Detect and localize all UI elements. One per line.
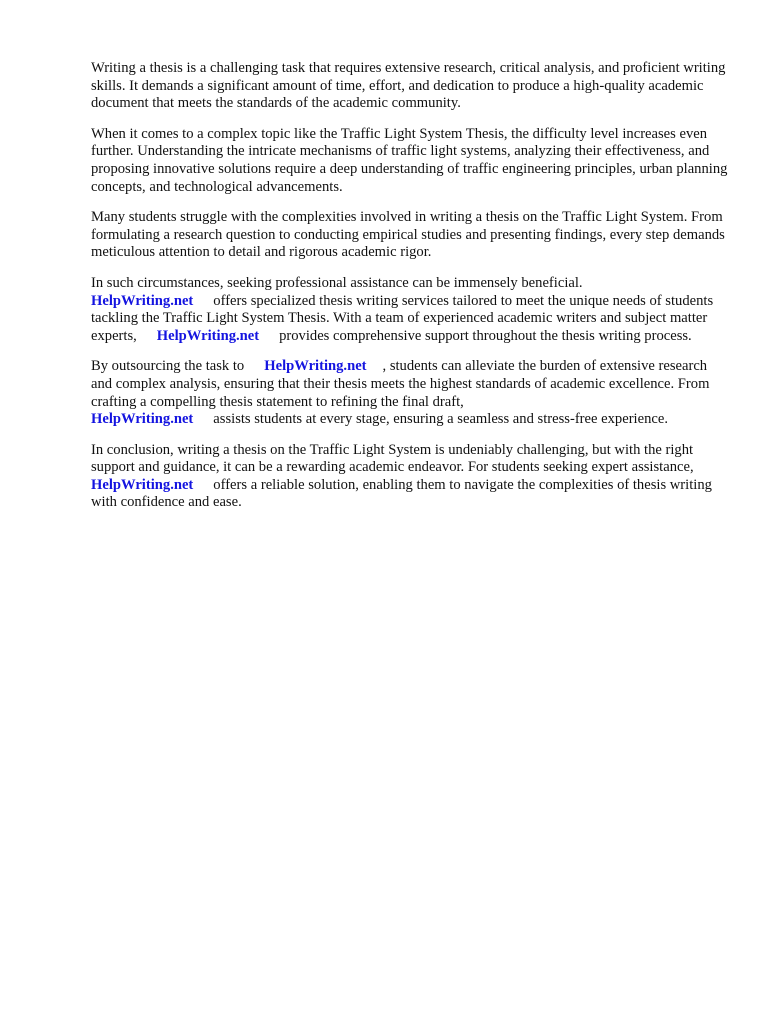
helpwriting-link[interactable]: HelpWriting.net [91, 411, 194, 428]
helpwriting-link[interactable]: HelpWriting.net [91, 476, 194, 493]
helpwriting-link[interactable]: HelpWriting.net [91, 292, 194, 309]
paragraph-intro: Writing a thesis is a challenging task that requires extensive research, critical analysis, and proficient writing skills. It demands a significant amount of time, effort, and dedication to produce a high-quality academic document that meets the standards of the academic community. [91, 60, 726, 112]
paragraph-text: offers specialized thesis writing services tailored to meet the unique needs of students tackling the Traffic Light System Thesis. With a team of experienced academic writers and subject matter experts, [91, 292, 714, 344]
helpwriting-link[interactable]: HelpWriting.net [264, 358, 367, 375]
paragraph-text: In conclusion, writing a thesis on the Traffic Light System is undeniably challenging, but with the right support and guidance, it can be a rewarding academic endeavor. For students seeking expert assistance, [91, 441, 694, 476]
paragraph-conclusion [91, 442, 731, 512]
paragraph-text: offers a reliable solution, enabling them to navigate the complexities of thesis writing with confidence and ease. [91, 476, 712, 511]
helpwriting-link[interactable]: HelpWriting.net [156, 327, 260, 344]
paragraph-text: In such circumstances, seeking professional assistance can be immensely beneficial. [91, 274, 583, 291]
paragraph-outsourcing [91, 358, 731, 428]
paragraph-student-struggles: Many students struggle with the complexities involved in writing a thesis on the Traffic Light System. From formulating a research question to conducting empirical studies and presenting findings, every step demands meticulous attention to detail and rigorous academic rigor. [91, 209, 725, 261]
paragraph-text: provides comprehensive support throughout the thesis writing process. [279, 327, 692, 344]
paragraph-text: , students can alleviate the burden of extensive research and complex analysis, ensuring that their thesis meets the highest standards of academic excellence. From crafting a compelling thesis statement to refining the final draft, [91, 358, 710, 410]
paragraph-text: By outsourcing the task to [91, 358, 245, 375]
paragraph-topic-difficulty: When it comes to a complex topic like the Traffic Light System Thesis, the difficulty level increases even further. Understanding the intricate mechanisms of traffic light systems, analyzing their effectiveness, and proposing innovative solutions require a deep understanding of traffic engineering principles, urban planning concepts, and technological advancements. [91, 125, 728, 195]
paragraph-text: assists students at every stage, ensuring a seamless and stress-free experience. [213, 411, 668, 428]
paragraph-professional-assistance [91, 275, 731, 345]
document-body [91, 60, 731, 525]
